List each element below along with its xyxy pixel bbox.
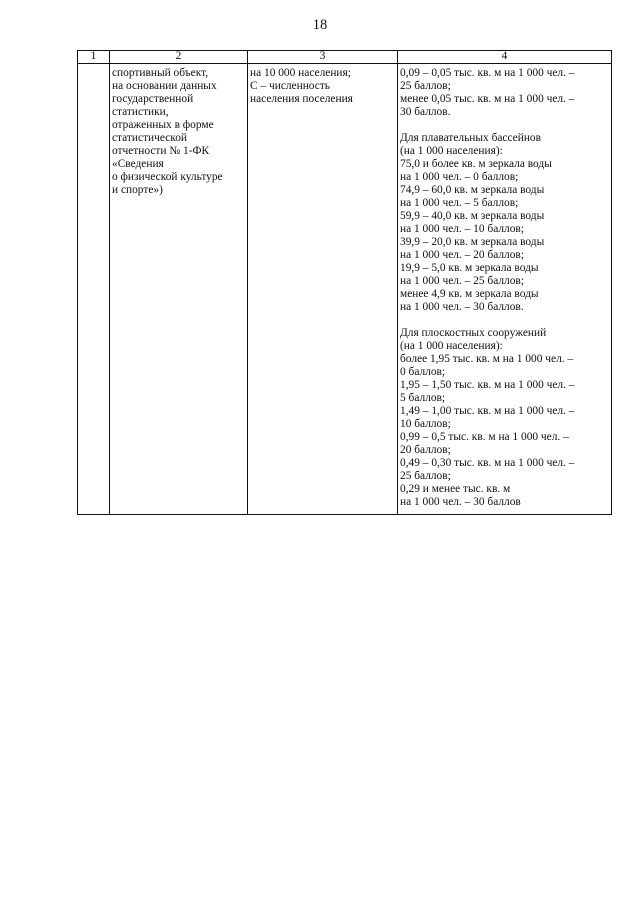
criteria-line: на 1 000 чел. – 10 баллов; — [400, 223, 524, 235]
criteria-line: на 1 000 чел. – 20 баллов; — [400, 249, 524, 261]
criteria-line: 1,49 – 1,00 тыс. кв. м на 1 000 чел. – — [400, 405, 575, 417]
cell-col-2 — [110, 64, 248, 515]
cell-col-4 — [398, 64, 612, 515]
criteria-line: 0,09 – 0,05 тыс. кв. м на 1 000 чел. – — [400, 67, 575, 79]
text-line: отчетности № 1-ФК — [112, 145, 210, 157]
criteria-line: менее 0,05 тыс. кв. м на 1 000 чел. – — [400, 93, 575, 105]
text-line: на основании данных — [112, 80, 217, 92]
criteria-line: на 1 000 чел. – 0 баллов; — [400, 171, 519, 183]
criteria-line: на 1 000 чел. – 30 баллов — [400, 496, 521, 508]
page-number: 18 — [312, 17, 328, 33]
criteria-line: более 1,95 тыс. кв. м на 1 000 чел. – — [400, 353, 574, 365]
criteria-line: на 1 000 чел. – 5 баллов; — [400, 197, 519, 209]
criteria-line: 19,9 – 5,0 кв. м зеркала воды — [400, 262, 539, 274]
population-note — [250, 64, 397, 514]
header-col-1: 1 — [78, 51, 110, 64]
table-row — [78, 64, 612, 515]
criteria-line: 30 баллов. — [400, 106, 451, 118]
text-line: на 10 000 населения; — [250, 67, 351, 79]
text-line: населения поселения — [250, 93, 353, 105]
criteria-line: 74,9 – 60,0 кв. м зеркала воды — [400, 184, 545, 196]
text-line: и спорте») — [112, 184, 163, 196]
criteria-line: 0 баллов; — [400, 366, 446, 378]
text-line: спортивный объект, — [112, 67, 209, 79]
criteria-line: 75,0 и более кв. м зеркала воды — [400, 158, 552, 170]
text-line: «Сведения — [112, 158, 164, 170]
criteria-line: 5 баллов; — [400, 392, 446, 404]
cell-col-3 — [248, 64, 398, 515]
header-col-3: 3 — [248, 51, 398, 64]
criteria-line: 0,99 – 0,5 тыс. кв. м на 1 000 чел. – — [400, 431, 569, 443]
criteria-line: 39,9 – 20,0 кв. м зеркала воды — [400, 236, 545, 248]
text-line: о физической культуре — [112, 171, 223, 183]
criteria-line: 0,29 и менее тыс. кв. м — [400, 483, 511, 495]
text-line: государственной — [112, 93, 194, 105]
criteria-line: на 1 000 чел. – 30 баллов. — [400, 301, 524, 313]
criteria-line: (на 1 000 населения): — [400, 340, 503, 352]
criteria-line: (на 1 000 населения): — [400, 145, 503, 157]
object-description — [112, 64, 247, 514]
block-spacer — [400, 314, 611, 327]
criteria-line: 59,9 – 40,0 кв. м зеркала воды — [400, 210, 545, 222]
criteria-line: 10 баллов; — [400, 418, 451, 430]
block-spacer — [400, 119, 611, 132]
text-line: С – численность — [250, 80, 331, 92]
criteria-line: 1,95 – 1,50 тыс. кв. м на 1 000 чел. – — [400, 379, 575, 391]
criteria-line: Для плоскостных сооружений — [400, 327, 547, 339]
table-header-row — [78, 51, 612, 64]
criteria-line: менее 4,9 кв. м зеркала воды — [400, 288, 539, 300]
cell-col-1 — [78, 64, 110, 515]
header-col-2: 2 — [110, 51, 248, 64]
header-col-4: 4 — [398, 51, 612, 64]
text-line: статистической — [112, 132, 188, 144]
criteria-line: 25 баллов; — [400, 470, 451, 482]
text-line: отраженных в форме — [112, 119, 214, 131]
criteria-line: Для плавательных бассейнов — [400, 132, 541, 144]
criteria-line: 20 баллов; — [400, 444, 451, 456]
criteria-line: 0,49 – 0,30 тыс. кв. м на 1 000 чел. – — [400, 457, 575, 469]
criteria-table — [77, 50, 612, 515]
criteria-line: 25 баллов; — [400, 80, 451, 92]
criteria-line: на 1 000 чел. – 25 баллов; — [400, 275, 524, 287]
scoring-criteria — [400, 64, 611, 514]
text-line: статистики, — [112, 106, 169, 118]
